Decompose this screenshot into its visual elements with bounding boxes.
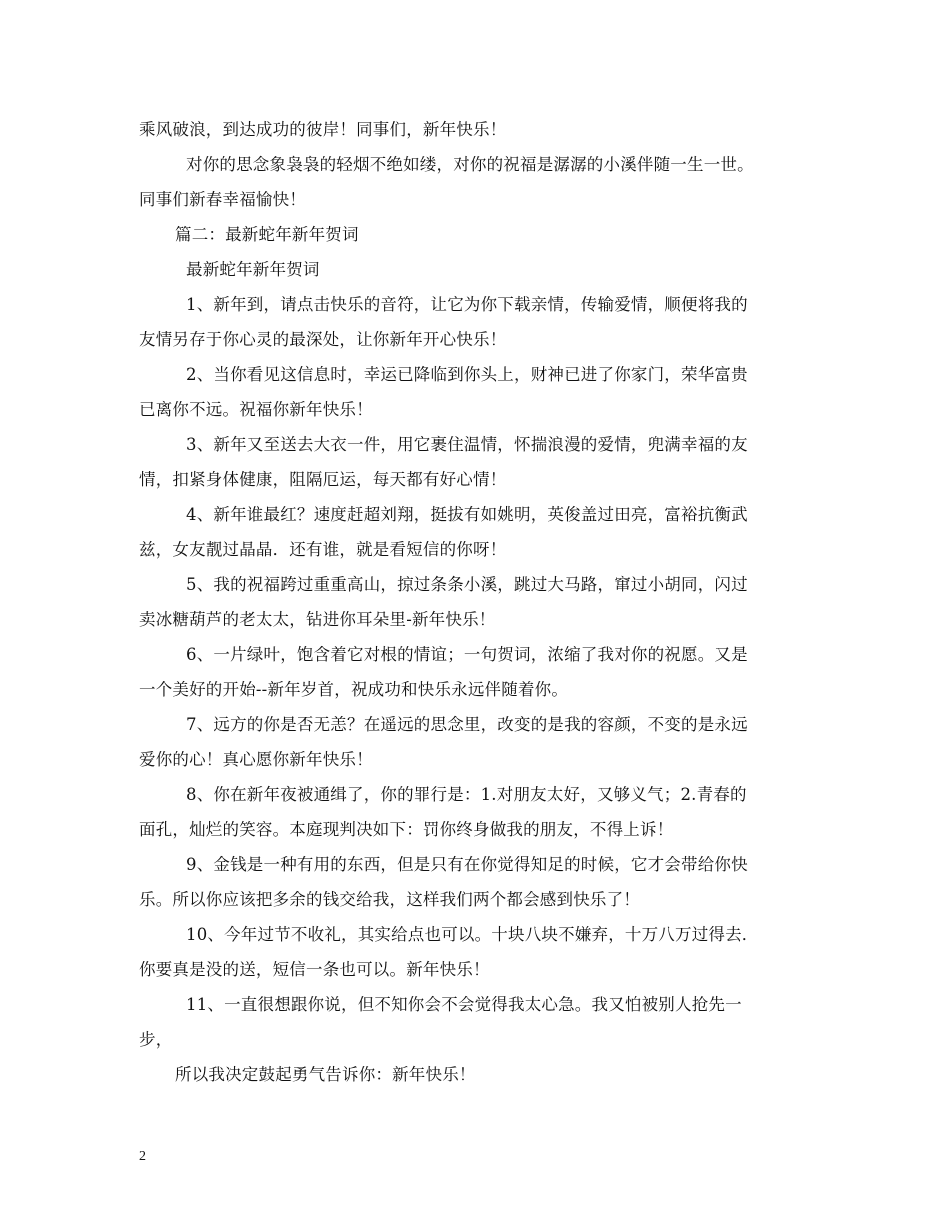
text-line-10: 3、新年又至送去大衣一件，用它裹住温情，怀揣浪漫的爱情，兜满幸福的友 xyxy=(186,435,748,454)
text-line-24: 10、今年过节不收礼，其实给点也可以。十块八块不嫌弃，十万八万过得去． xyxy=(186,925,759,944)
text-line-16: 6、一片绿叶，饱含着它对根的情谊；一句贺词，浓缩了我对你的祝愿。又是 xyxy=(186,645,748,664)
text-line-7: 友情另存于你心灵的最深处，让你新年开心快乐！ xyxy=(139,330,507,349)
text-line-9: 已离你不远。祝福你新年快乐！ xyxy=(139,400,373,419)
text-line-21: 面孔，灿烂的笑容。本庭现判决如下：罚你终身做我的朋友，不得上诉！ xyxy=(139,820,674,839)
text-line-3: 同事们新春幸福愉快！ xyxy=(139,190,306,209)
text-line-27: 步， xyxy=(139,1030,173,1049)
text-line-1: 乘风破浪，到达成功的彼岸！同事们，新年快乐！ xyxy=(139,120,507,139)
section-title: 最新蛇年新年贺词 xyxy=(186,260,320,279)
text-line-25: 你要真是没的送，短信一条也可以。新年快乐！ xyxy=(139,960,490,979)
text-line-15: 卖冰糖葫芦的老太太，钻进你耳朵里-新年快乐！ xyxy=(139,610,496,629)
text-line-19: 爱你的心！真心愿你新年快乐！ xyxy=(139,750,373,769)
text-line-18: 7、远方的你是否无恙？在遥远的思念里，改变的是我的容颜，不变的是永远 xyxy=(186,715,748,734)
text-line-23: 乐。所以你应该把多余的钱交给我，这样我们两个都会感到快乐了！ xyxy=(139,890,640,909)
text-line-20: 8、你在新年夜被通缉了，你的罪行是：1.对朋友太好，又够义气；2.青春的 xyxy=(186,785,747,804)
text-line-6: 1、新年到，请点击快乐的音符，让它为你下载亲情，传输爱情，顺便将我的 xyxy=(186,295,748,314)
text-line-28: 所以我决定鼓起勇气告诉你：新年快乐！ xyxy=(175,1065,476,1084)
section-heading: 篇二：最新蛇年新年贺词 xyxy=(175,225,359,244)
text-line-8: 2、当你看见这信息时，幸运已降临到你头上，财神已进了你家门，荣华富贵 xyxy=(186,365,748,384)
text-line-22: 9、金钱是一种有用的东西，但是只有在你觉得知足的时候，它才会带给你快 xyxy=(186,855,748,874)
text-line-12: 4、新年谁最红？速度赶超刘翔，挺拔有如姚明，英俊盖过田亮，富裕抗衡武 xyxy=(186,505,748,524)
text-line-11: 情，扣紧身体健康，阻隔厄运，每天都有好心情！ xyxy=(139,470,507,489)
text-line-14: 5、我的祝福跨过重重高山，掠过条条小溪，跳过大马路，窜过小胡同，闪过 xyxy=(186,575,748,594)
text-line-17: 一个美好的开始--新年岁首，祝成功和快乐永远伴随着你。 xyxy=(139,680,569,699)
text-line-13: 兹，女友靓过晶晶．还有谁，就是看短信的你呀！ xyxy=(139,540,507,559)
text-line-26: 11、一直很想跟你说，但不知你会不会觉得我太心急。我又怕被别人抢先一 xyxy=(186,995,742,1014)
page-number: 2 xyxy=(139,1149,146,1164)
text-line-2: 对你的思念象袅袅的轻烟不绝如缕，对你的祝福是潺潺的小溪伴随一生一世。 xyxy=(186,155,754,174)
